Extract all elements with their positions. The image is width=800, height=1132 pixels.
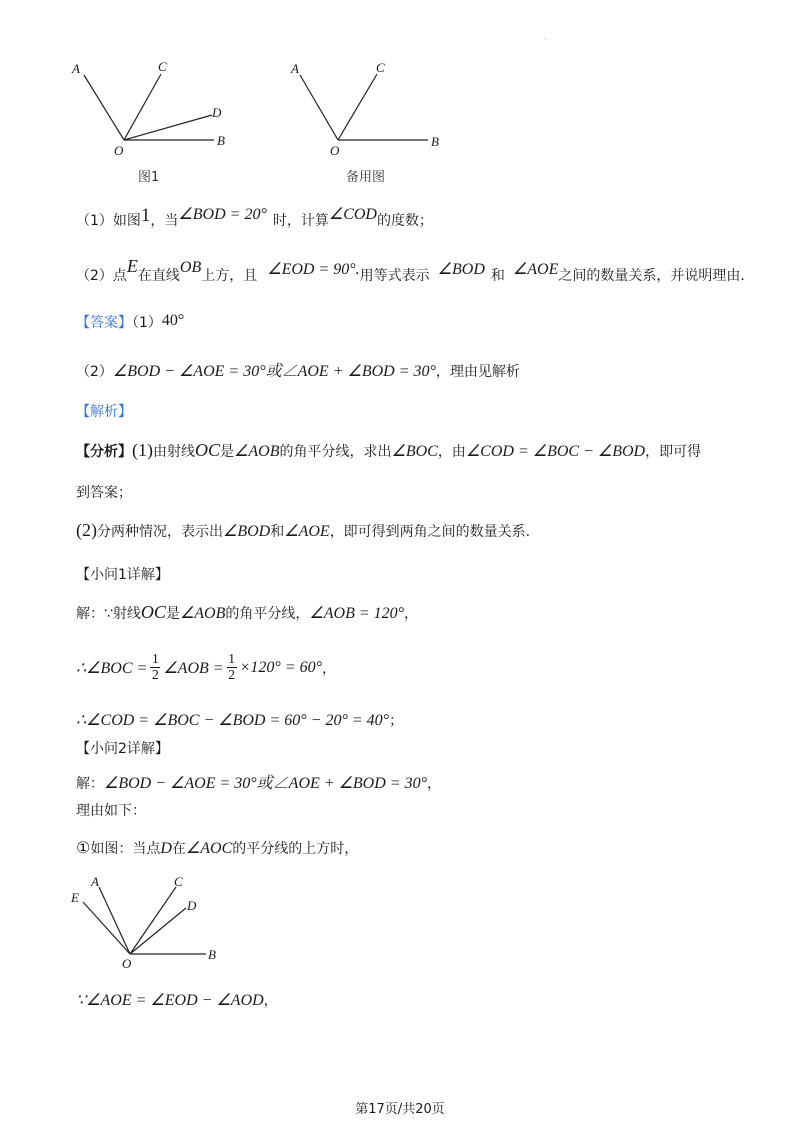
label-o: O bbox=[330, 143, 340, 158]
ray-oc bbox=[130, 887, 176, 954]
label-c: C bbox=[174, 874, 183, 889]
analysis-label: 【解析】 bbox=[76, 404, 132, 420]
ray-od bbox=[130, 908, 186, 954]
figure-3 bbox=[66, 870, 236, 970]
analysis-part-1: 【分析】(1)由射线OC是∠AOB的角平分线，求出∠BOC，由∠COD = ∠BOC − ∠BOD，即可得 bbox=[76, 440, 702, 460]
label-a: A bbox=[72, 61, 80, 76]
label-d: D bbox=[212, 105, 222, 120]
label-a: A bbox=[91, 874, 99, 889]
spare-figure-caption: 备用图 bbox=[346, 170, 386, 185]
answer-label: 【答案】 bbox=[76, 315, 132, 331]
detail-2-line-4: ∵∠AOE = ∠EOD − ∠AOD， bbox=[76, 992, 278, 1009]
detail-2-line-2: 理由如下： bbox=[76, 803, 146, 819]
question-2: （2）点E在直线OB上方，且 ∠EOD = 90°.用等式表示 ∠BOD 和 ∠AOE之间的数量关系，并说明理由. bbox=[76, 256, 745, 284]
detail-2-line-1: 解：∠BOD − ∠AOE = 30°或∠AOE + ∠BOD = 30°， bbox=[76, 775, 441, 792]
ray-oa bbox=[300, 75, 338, 140]
label-d: D bbox=[187, 898, 197, 913]
label-c: C bbox=[376, 60, 385, 75]
figure-1 bbox=[66, 60, 246, 160]
ray-oe bbox=[83, 902, 130, 954]
ray-oc bbox=[124, 74, 161, 140]
analysis-part-2: (2)分两种情况，表示出∠BOD和∠AOE，即可得到两角之间的数量关系. bbox=[76, 520, 531, 540]
answer-1: 【答案】（1）40° bbox=[76, 312, 185, 331]
detail-2-line-3: ①如图：当点D在∠AOC的平分线的上方时， bbox=[76, 838, 359, 857]
stray-dot: . bbox=[544, 32, 547, 41]
figure-1-caption: 图1 bbox=[138, 170, 160, 185]
label-e: E bbox=[71, 890, 79, 905]
ray-oc bbox=[338, 74, 377, 140]
label-b: B bbox=[431, 134, 439, 149]
answer-2: （2）∠BOD − ∠AOE = 30°或∠AOE + ∠BOD = 30°，理由见解析 bbox=[76, 363, 520, 380]
detail-1-line-1: 解：∵射线OC是∠AOB的角平分线，∠AOB = 120°， bbox=[76, 602, 419, 622]
label-c: C bbox=[158, 60, 167, 74]
question-1: （1）如图1，当∠BOD = 20° 时，计算∠COD的度数； bbox=[76, 205, 433, 229]
label-o: O bbox=[114, 143, 124, 158]
label-o: O bbox=[122, 956, 132, 970]
spare-figure bbox=[286, 60, 466, 160]
detail-2-title: 【小问2详解】 bbox=[76, 741, 169, 757]
ray-oa bbox=[99, 887, 130, 954]
detail-1-title: 【小问1详解】 bbox=[76, 567, 169, 583]
ray-od bbox=[124, 115, 212, 140]
label-b: B bbox=[208, 947, 216, 962]
analysis-part-1-cont: 到答案； bbox=[76, 485, 132, 501]
fraction-half-2: 1 2 bbox=[228, 652, 236, 683]
label-b: B bbox=[217, 133, 225, 148]
ray-oa bbox=[84, 75, 124, 140]
label-a: A bbox=[291, 61, 299, 76]
page-footer: 第17页/共20页 bbox=[355, 1102, 445, 1117]
detail-1-line-2: ∴∠BOC = 1 2 ∠AOB = 1 2 ×120° = 60° ， bbox=[76, 652, 336, 683]
fraction-half: 1 2 bbox=[151, 652, 159, 683]
detail-1-line-3: ∴∠COD = ∠BOC − ∠BOD = 60° − 20° = 40°； bbox=[76, 712, 404, 729]
